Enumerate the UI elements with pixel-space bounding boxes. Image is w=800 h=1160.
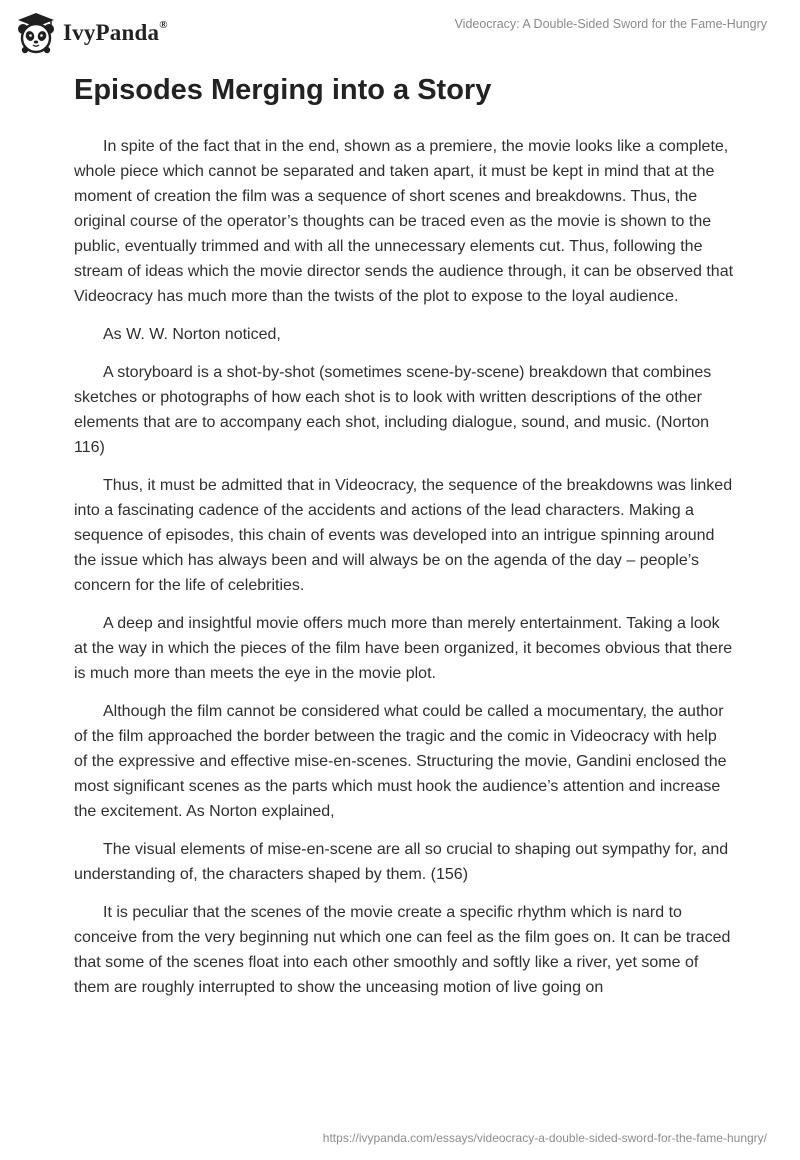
paragraph: As W. W. Norton noticed, bbox=[103, 326, 281, 343]
paragraph: Although the film cannot be considered what could be called a mocumentary, the author of the film approached the border between the tragic and the comic in Videocracy with help of the expressive and effective mise-en-scenes. Structuring the movie, Gandini enclosed the most significant scenes as the parts which must hook the audience’s attention and increase the excitement. As Norton explained, bbox=[74, 703, 727, 820]
ivypanda-logo[interactable] bbox=[14, 11, 194, 55]
paragraph: It is peculiar that the scenes of the movie create a specific rhythm which is nard to conceive from the very beginning nut which one can feel as the film goes on. It can be traced that some of the scenes float into each other smoothly and softly like a river, yet some of them are roughly interrupted to show the unceasing motion of live going on bbox=[74, 904, 731, 996]
essay-body bbox=[74, 134, 734, 1013]
document-title: Videocracy: A Double-Sided Sword for the Fame-Hungry bbox=[454, 17, 767, 31]
paragraph: A deep and insightful movie offers much more than merely entertainment. Taking a look at the way in which the pieces of the film have been organized, it becomes obvious that there is much more than meets the eye in the movie plot. bbox=[74, 615, 733, 682]
source-url-link[interactable]: https://ivypanda.com/essays/videocracy-a-double-sided-sword-for-the-fame-hungry/ bbox=[322, 1131, 767, 1145]
block-quote: The visual elements of mise-en-scene are all so crucial to shaping out sympathy for, and understanding of, the characters shaped by them. (156) bbox=[74, 841, 729, 883]
section-heading: Episodes Merging into a Story bbox=[74, 74, 492, 106]
panda-graduate-icon bbox=[14, 11, 58, 55]
page-header bbox=[0, 0, 800, 64]
logo-wordmark bbox=[63, 20, 168, 46]
paragraph: In spite of the fact that in the end, shown as a premiere, the movie looks like a complete, whole piece which cannot be separated and taken apart, it must be kept in mind that at the moment of creation the film was a sequence of short scenes and breakdowns. Thus, the original course of the operator’s thoughts can be traced even as the movie is shown to the public, eventually trimmed and with all the unnecessary elements cut. Thus, following the stream of ideas which the movie director sends the audience through, it can be observed that Videocracy has much more than the twists of the plot to expose to the loyal audience. bbox=[74, 138, 734, 305]
block-quote: A storyboard is a shot-by-shot (sometimes scene-by-scene) breakdown that combines sketches or photographs of how each shot is to look with written descriptions of the other elements that are to accompany each shot, including dialogue, sound, and music. (Norton 116) bbox=[74, 364, 712, 456]
registered-mark: ® bbox=[159, 19, 168, 32]
brand-name: IvyPanda bbox=[63, 20, 160, 45]
paragraph: Thus, it must be admitted that in Videocracy, the sequence of the breakdowns was linked into a fascinating cadence of the accidents and actions of the lead characters. Making a sequence of episodes, this chain of events was developed into an intrigue spinning around the issue which has always been and will always be on the agenda of the day – people’s concern for the life of celebrities. bbox=[74, 477, 733, 594]
